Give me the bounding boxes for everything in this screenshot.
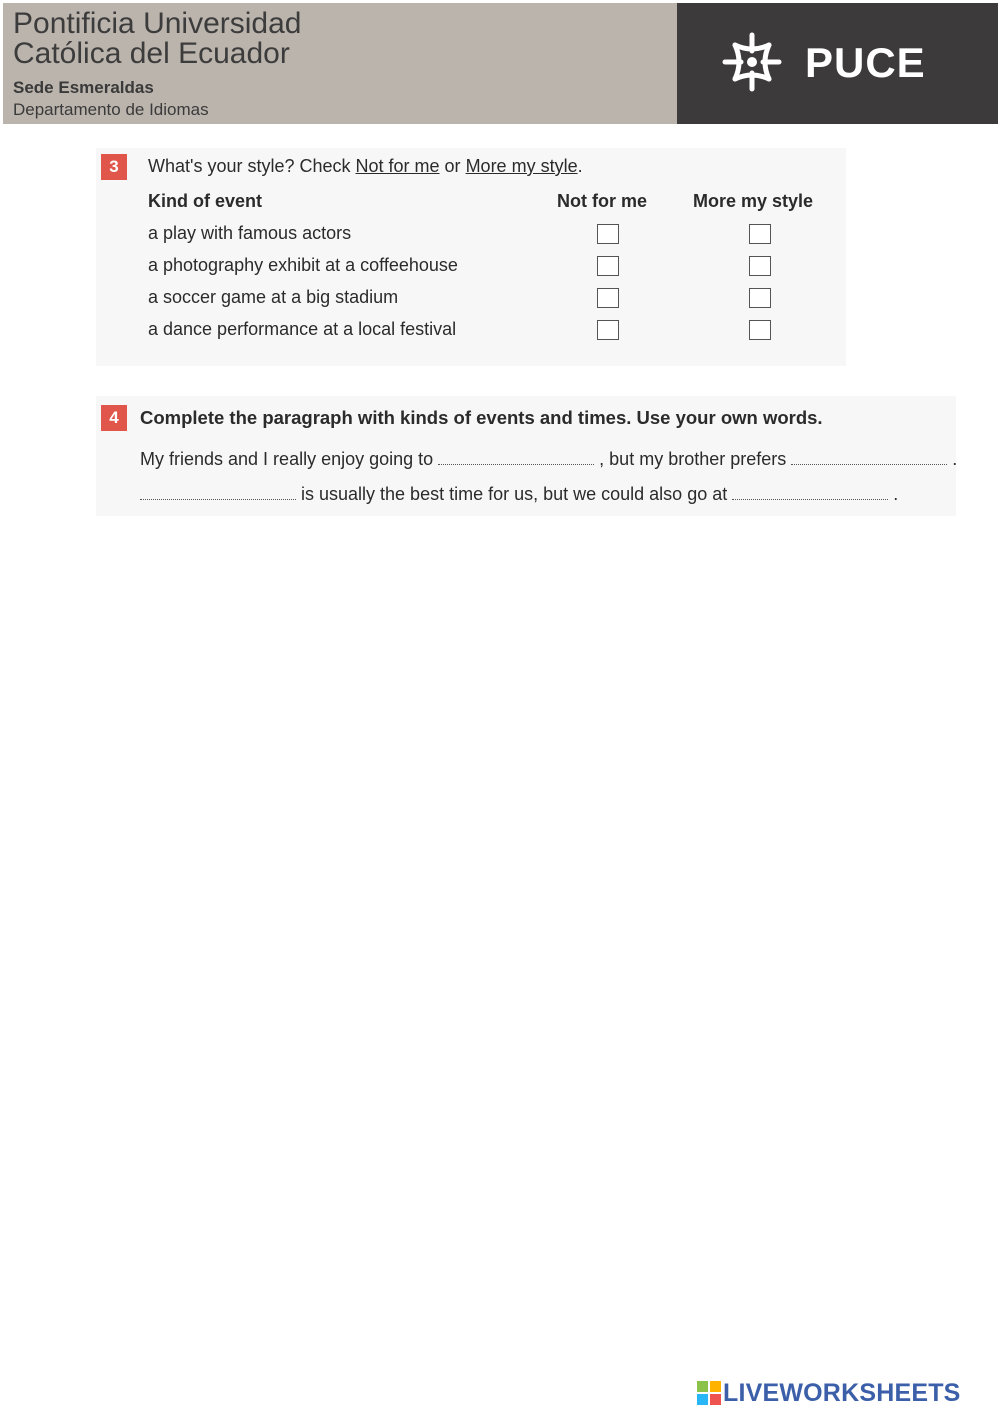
instruction-suffix: . [577,156,583,176]
event-row-label: a photography exhibit at a coffeehouse [148,255,458,275]
event-row-label: a dance performance at a local festival [148,319,457,339]
liveworksheets-brand-text: LIVEWORKSHEETS [723,1378,961,1407]
checkbox-not-for-me-row-1[interactable] [597,224,619,244]
checkbox-not-for-me-row-3[interactable] [597,288,619,308]
exercise-3-number-badge: 3 [101,154,127,180]
checkbox-not-for-me-row-2[interactable] [597,256,619,276]
university-name-line1: Pontificia Universidad [13,7,302,40]
answer-blank-1[interactable] [438,450,594,465]
exercise-3-instruction [148,156,583,177]
paragraph-text: is usually the best time for us, but we could also go at [296,484,733,504]
event-row-label: a play with famous actors [148,223,352,243]
column-header-kind: Kind of event [148,191,263,211]
checkbox-more-my-style-row-3[interactable] [749,288,771,308]
column-header-not-for-me: Not for me [557,191,647,211]
instruction-or: or [439,156,466,176]
instruction-option-more: More my style [465,156,578,176]
department-name: Departamento de Idiomas [13,100,209,119]
paragraph-line-2 [140,484,898,505]
exercise-4-instruction: Complete the paragraph with kinds of events and times. Use your own words. [140,407,823,428]
header-right-panel [677,3,998,124]
liveworksheets-brand [697,1378,961,1408]
paragraph-text: . [888,484,899,504]
event-row-label: a soccer game at a big stadium [148,287,399,307]
answer-blank-2[interactable] [791,450,947,465]
puce-emblem-icon [721,31,783,93]
university-name [13,9,301,69]
checkbox-not-for-me-row-4[interactable] [597,320,619,340]
checkbox-more-my-style-row-1[interactable] [749,224,771,244]
paragraph-text: . [947,449,958,469]
puce-logo-text: PUCE [805,39,926,86]
header-left-panel [3,3,677,124]
liveworksheets-logo-icon [697,1381,721,1405]
answer-blank-4[interactable] [732,485,888,500]
campus-name: Sede Esmeraldas [13,78,154,97]
university-name-line2: Católica del Ecuador [13,37,290,70]
paragraph-line-1 [140,449,957,470]
column-header-more-my-style: More my style [693,191,814,211]
instruction-prefix: What's your style? Check [148,156,356,176]
checkbox-more-my-style-row-4[interactable] [749,320,771,340]
exercise-4-number-badge: 4 [101,405,127,431]
paragraph-text: , but my brother prefers [594,449,792,469]
answer-blank-3[interactable] [140,485,296,500]
checkbox-more-my-style-row-2[interactable] [749,256,771,276]
paragraph-text: My friends and I really enjoy going to [140,449,439,469]
instruction-option-not: Not for me [355,156,440,176]
